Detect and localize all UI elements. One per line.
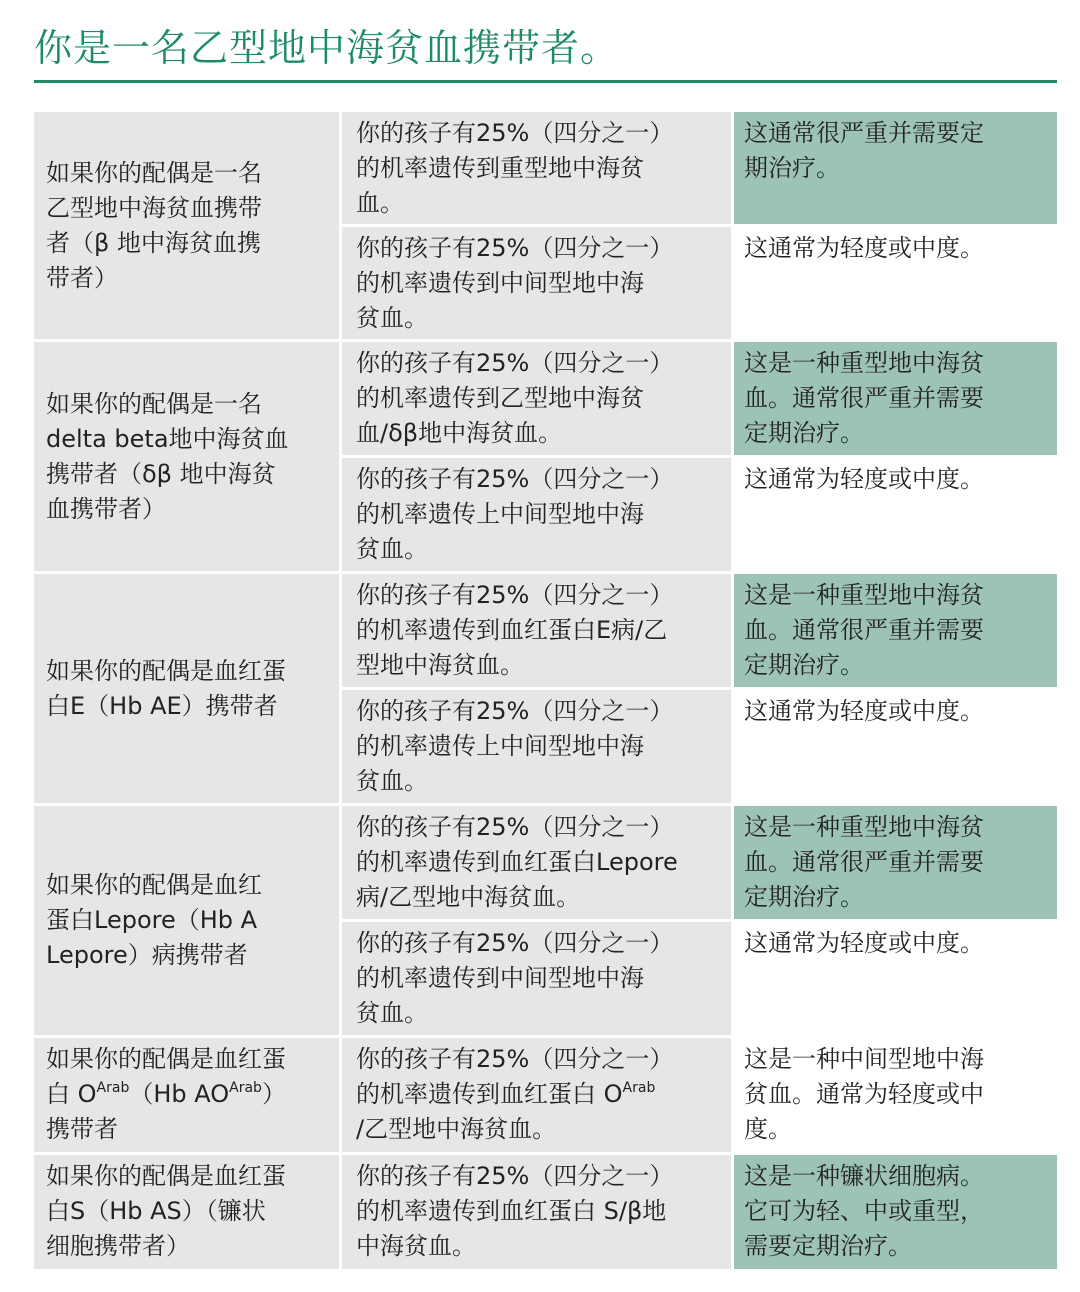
spouse-text: 如果你的配偶是血红蛋 白 O <box>46 1045 286 1108</box>
superscript-arab: Arab <box>622 1080 656 1096</box>
chance-cell: 你的孩子有25%（四分之一） 的机率遗传到血红蛋白E病/乙 型地中海贫血。 <box>342 574 731 687</box>
outcome-cell-mild: 这通常为轻度或中度。 <box>734 690 1057 803</box>
chance-text: 你的孩子有25%（四分之一） 的机率遗传到血红蛋白 O <box>356 1045 674 1108</box>
chance-cell: 你的孩子有25%（四分之一） 的机率遗传到乙型地中海贫 血/δβ地中海贫血。 <box>342 342 731 455</box>
superscript-arab: Arab <box>229 1080 262 1096</box>
outcome-cell-mild: 这通常为轻度或中度。 <box>734 227 1057 339</box>
chance-cell: 你的孩子有25%（四分之一） 的机率遗传上中间型地中海 贫血。 <box>342 458 731 571</box>
outcome-cell-mild: 这通常为轻度或中度。 <box>734 458 1057 571</box>
outcome-cell-severe: 这是一种镰状细胞病。 它可为轻、中或重型， 需要定期治疗。 <box>734 1155 1057 1269</box>
outcome-cell-mild: 这通常为轻度或中度。 <box>734 922 1057 1035</box>
chance-cell: 你的孩子有25%（四分之一） 的机率遗传到血红蛋白Lepore 病/乙型地中海贫血。 <box>342 806 731 919</box>
title-rule <box>34 80 1057 83</box>
chance-text: /乙型地中海贫血。 <box>356 1115 557 1143</box>
chance-cell <box>342 1038 731 1152</box>
carrier-outcome-table <box>34 112 1057 1278</box>
page-title: 你是一名乙型地中海贫血携带者。 <box>34 26 620 70</box>
chance-cell: 你的孩子有25%（四分之一） 的机率遗传到中间型地中海 贫血。 <box>342 227 731 339</box>
spouse-cell <box>34 806 339 1035</box>
chance-cell: 你的孩子有25%（四分之一） 的机率遗传到血红蛋白 S/β地 中海贫血。 <box>342 1155 731 1269</box>
spouse-text: 如果你的配偶是血红蛋 白E（Hb AE）携带者 <box>46 656 286 720</box>
outcome-cell-severe: 这是一种重型地中海贫 血。通常很严重并需要 定期治疗。 <box>734 574 1057 687</box>
spouse-cell <box>34 574 339 803</box>
spouse-text: 如果你的配偶是一名 乙型地中海贫血携带 者（β 地中海贫血携 带者） <box>46 158 262 292</box>
outcome-cell-mild: 这是一种中间型地中海 贫血。通常为轻度或中 度。 <box>734 1038 1057 1152</box>
spouse-cell: 如果你的配偶是血红蛋 白S（Hb AS）（镰状 细胞携带者） <box>34 1155 339 1269</box>
spouse-text: ） 携带者 <box>46 1080 286 1143</box>
superscript-arab: Arab <box>96 1080 130 1096</box>
outcome-cell-severe: 这是一种重型地中海贫 血。通常很严重并需要 定期治疗。 <box>734 342 1057 455</box>
spouse-text: （Hb AO <box>129 1080 230 1108</box>
chance-cell: 你的孩子有25%（四分之一） 的机率遗传到中间型地中海 贫血。 <box>342 922 731 1035</box>
chance-cell: 你的孩子有25%（四分之一） 的机率遗传到重型地中海贫 血。 <box>342 112 731 224</box>
outcome-cell-severe: 这是一种重型地中海贫 血。通常很严重并需要 定期治疗。 <box>734 806 1057 919</box>
spouse-cell <box>34 342 339 571</box>
spouse-text: 如果你的配偶是一名 delta beta地中海贫血 携带者（δβ 地中海贫 血携带者） <box>46 389 289 523</box>
spouse-text: 如果你的配偶是血红 蛋白Lepore（Hb A Lepore）病携带者 <box>46 871 262 969</box>
chance-cell: 你的孩子有25%（四分之一） 的机率遗传上中间型地中海 贫血。 <box>342 690 731 803</box>
spouse-cell <box>34 112 339 339</box>
outcome-cell-severe: 这通常很严重并需要定 期治疗。 <box>734 112 1057 224</box>
spouse-cell <box>34 1038 339 1152</box>
